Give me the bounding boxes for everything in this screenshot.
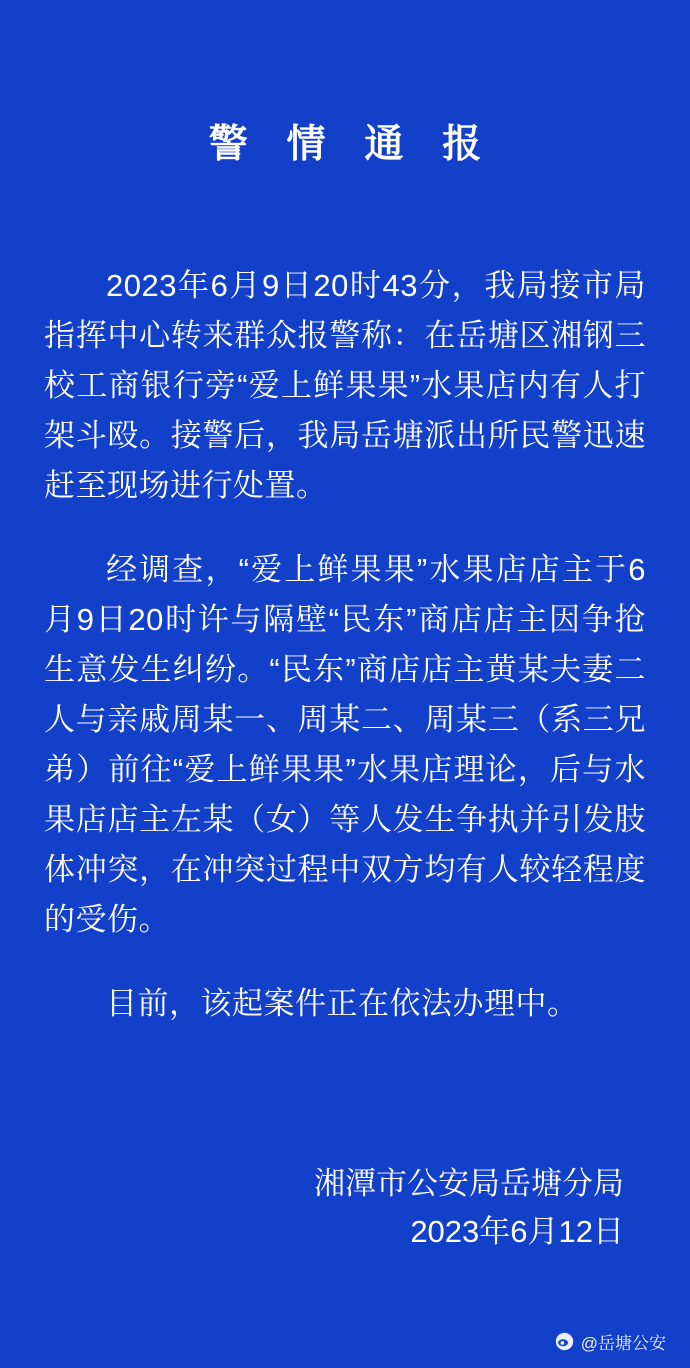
paragraph-2: 经调查，“爱上鲜果果”水果店店主于6月9日20时许与隔壁“民东”商店店主因争抢生意发生纠纷。“民东”商店店主黄某夫妻二人与亲戚周某一、周某二、周某三（系三兄弟）前往“爱上鲜果果”水果店理论，后与水果店店主左某（女）等人发生争执并引发肢体冲突，在冲突过程中双方均有人较轻程度的受伤。 <box>44 551 646 937</box>
notice-body <box>44 261 646 1029</box>
weibo-icon <box>555 1332 574 1351</box>
signature-organization: 湘潭市公安局岳塘分局 <box>314 1166 624 1201</box>
paragraph-3: 目前，该起案件正在依法办理中。 <box>106 985 579 1021</box>
paragraph-1: 2023年6月9日20时43分，我局接市局指挥中心转来群众报警称：在岳塘区湘钢三校工商银行旁“爱上鲜果果”水果店内有人打架斗殴。接警后，我局岳塘派出所民警迅速赶至现场进行处置。 <box>44 267 646 503</box>
signature-date: 2023年6月12日 <box>410 1214 624 1249</box>
weibo-account-label: @岳塘公安 <box>580 1334 666 1353</box>
weibo-watermark <box>555 1329 666 1354</box>
signature-block <box>44 1160 646 1256</box>
page-title: 警 情 通 报 <box>208 123 496 166</box>
